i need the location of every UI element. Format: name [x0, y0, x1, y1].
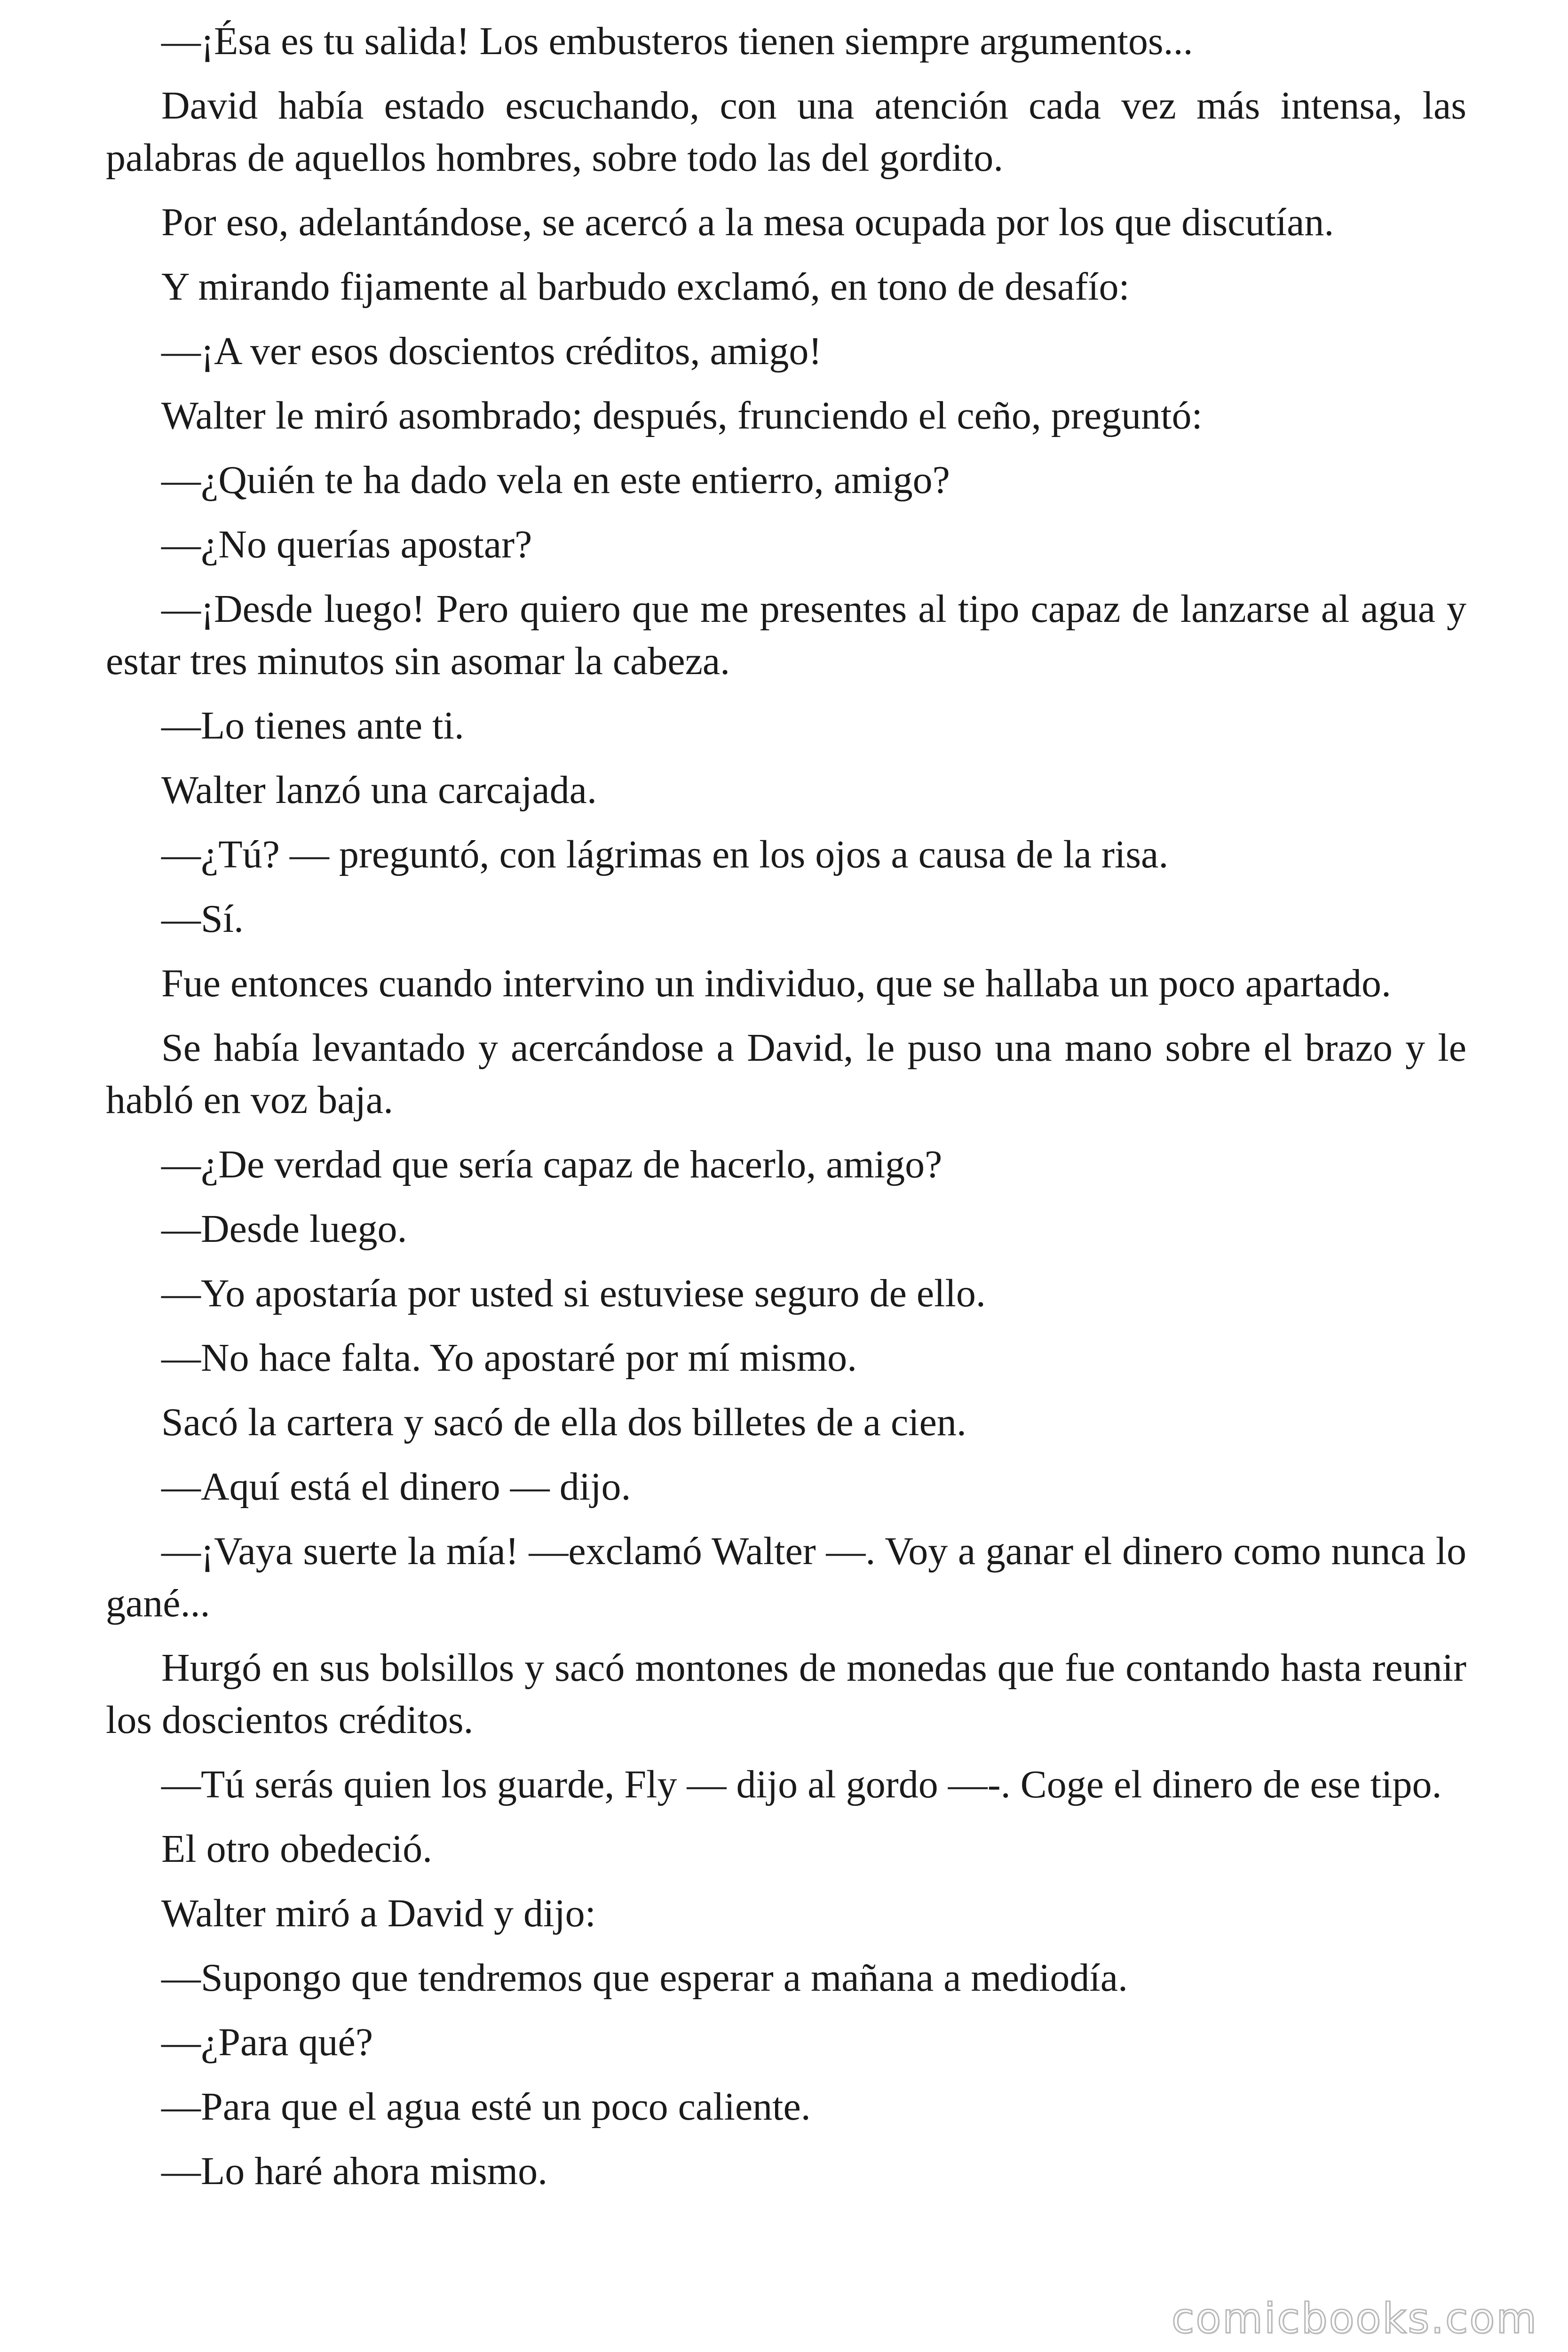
- body-text: [106, 15, 1466, 2209]
- paragraph: —Lo tienes ante ti.: [161, 704, 464, 747]
- paragraph: Fue entonces cuando intervino un individuo, que se hallaba un poco apartado.: [161, 961, 1391, 1005]
- paragraph: Hurgó en sus bolsillos y sacó montones de monedas que fue contando hasta reunir los doscientos créditos.: [106, 1646, 1466, 1742]
- paragraph: —Sí.: [161, 897, 244, 941]
- paragraph: —Aquí está el dinero — dijo.: [161, 1465, 631, 1509]
- paragraph: David había estado escuchando, con una atención cada vez más intensa, las palabras de aquellos hombres, sobre todo las del gordito.: [106, 84, 1466, 180]
- paragraph: —¡A ver esos doscientos créditos, amigo!: [161, 329, 822, 373]
- paragraph: —¿No querías apostar?: [161, 523, 532, 566]
- paragraph: Se había levantado y acercándose a David, le puso una mano sobre el brazo y le habló en voz baja.: [106, 1026, 1466, 1122]
- paragraph: —Desde luego.: [161, 1207, 407, 1251]
- paragraph: Walter lanzó una carcajada.: [161, 768, 597, 812]
- paragraph: —Lo haré ahora mismo.: [161, 2149, 548, 2193]
- paragraph: —¿Tú? — preguntó, con lágrimas en los ojos a causa de la risa.: [161, 833, 1169, 876]
- paragraph: —¿Quién te ha dado vela en este entierro, amigo?: [161, 458, 950, 502]
- paragraph: Walter miró a David y dijo:: [161, 1891, 596, 1935]
- paragraph: —Para que el agua esté un poco caliente.: [161, 2085, 811, 2129]
- paragraph: —¿Para qué?: [161, 2020, 373, 2064]
- paragraph: —Yo apostaría por usted si estuviese seguro de ello.: [161, 1271, 986, 1315]
- paragraph: —¡Ésa es tu salida! Los embusteros tienen siempre argumentos...: [161, 19, 1193, 63]
- paragraph: Sacó la cartera y sacó de ella dos billetes de a cien.: [161, 1400, 966, 1444]
- paragraph: —¡Vaya suerte la mía! —exclamó Walter —. Voy a ganar el dinero como nunca lo gané...: [106, 1529, 1466, 1625]
- paragraph: Walter le miró asombrado; después, frunciendo el ceño, preguntó:: [161, 394, 1203, 437]
- paragraph: El otro obedeció.: [161, 1827, 433, 1871]
- paragraph: Por eso, adelantándose, se acercó a la mesa ocupada por los que discutían.: [161, 200, 1334, 244]
- paragraph: —Supongo que tendremos que esperar a mañana a mediodía.: [161, 1956, 1128, 2000]
- watermark: comicbooks.com: [1171, 2294, 1538, 2343]
- paragraph: —No hace falta. Yo apostaré por mí mismo.: [161, 1336, 857, 1380]
- paragraph: Y mirando fijamente al barbudo exclamó, en tono de desafío:: [161, 265, 1130, 309]
- paragraph: —¿De verdad que sería capaz de hacerlo, amigo?: [161, 1143, 942, 1186]
- paragraph: —Tú serás quien los guarde, Fly — dijo al gordo —-. Coge el dinero de ese tipo.: [161, 1763, 1442, 1806]
- paragraph: —¡Desde luego! Pero quiero que me presentes al tipo capaz de lanzarse al agua y estar tres minutos sin asomar la cabeza.: [106, 587, 1466, 683]
